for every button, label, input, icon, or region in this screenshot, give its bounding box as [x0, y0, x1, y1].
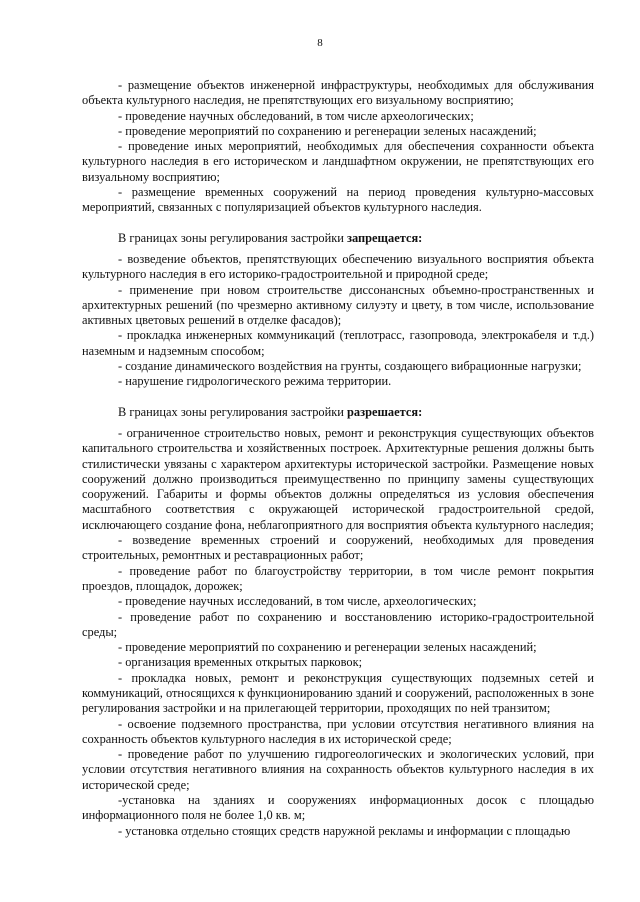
- list-item: - размещение временных сооружений на период проведения культурно-массовых мероприятий, связанных с популяризацией объектов культурного наследия.: [82, 185, 594, 215]
- list-item: - нарушение гидрологического режима территории.: [118, 374, 392, 389]
- list-item: - проведение работ по сохранению и восстановлению историко-градостроительной среды;: [82, 609, 594, 639]
- list-item: - проведение работ по благоустройству территории, в том числе ремонт покрытия проездов, площадок, дорожек;: [82, 563, 594, 593]
- heading-text: В границах зоны регулирования застройки: [118, 404, 348, 419]
- list-item: - прокладка новых, ремонт и реконструкция существующих подземных сетей и коммуникаций, относящихся к функционированию зданий и сооружений, расположенных в зоне регулирования застройки и на прилегающей территории, проходящих по ней транзитом;: [82, 670, 594, 716]
- list-item: - прокладка инженерных коммуникаций (теплотрасс, газопровода, электрокабеля и т.д.) наземным и надземным способом;: [82, 328, 594, 358]
- list-item: - ограниченное строительство новых, ремонт и реконструкция существующих объектов капитального строительства и хозяйственных построек. Архитектурные решения должны быть стилистически увязаны с характером архитектуры исторической застройки. Размещение новых сооружений должно производиться преимущественно по принципу замены существующих сооружений. Габариты и формы объектов должны определяться из условия обеспечения масштабного соответствия с окружающей исторической градостроительной средой, исключающего создание фона, неблагоприятного для восприятия объекта культурного наследия;: [82, 425, 594, 532]
- prohibited-heading: [82, 231, 594, 246]
- section-prohibited-items: [82, 252, 594, 390]
- section-allowed-items: [82, 426, 594, 839]
- list-item: - проведение научных исследований, в том числе, археологических;: [118, 594, 477, 609]
- heading-text: В границах зоны регулирования застройки: [118, 230, 348, 245]
- list-item: - создание динамического воздействия на грунты, создающего вибрационные нагрузки;: [118, 359, 582, 374]
- list-item: - размещение объектов инженерной инфраструктуры, необходимых для обслуживания объекта культурного наследия, не препятствующих его визуальному восприятию;: [82, 78, 594, 108]
- document-body: [82, 78, 594, 839]
- page-number: 8: [317, 37, 323, 49]
- heading-emphasis: запрещается:: [347, 230, 423, 245]
- list-item: -установка на зданиях и сооружениях информационных досок с площадью информационного поля не более 1,0 кв. м;: [82, 793, 594, 823]
- list-item: - установка отдельно стоящих средств наружной рекламы и информации с площадью: [118, 823, 571, 838]
- list-item: - возведение объектов, препятствующих обеспечению визуального восприятия объекта культурного наследия в его историко-градостроительной и природной среде;: [82, 251, 594, 282]
- list-item: - проведение иных мероприятий, необходимых для обеспечения сохранности объекта культурного наследия в его историческом и ландшафтном окружении, не препятствующих его визуальному восприятию;: [82, 139, 594, 184]
- list-item: - организация временных открытых парковок;: [118, 655, 363, 670]
- heading-emphasis: разрешается:: [347, 404, 423, 419]
- list-item: - проведение работ по улучшению гидрогеологических и экологических условий, при условии отсутствия негативного влияния на сохранность объектов культурного наследия в их исторической среде;: [82, 747, 594, 792]
- list-item: - возведение временных строений и сооружений, необходимых для проведения строительных, ремонтных и реставрационных работ;: [82, 533, 594, 563]
- list-item: - применение при новом строительстве диссонансных объемно-пространственных и архитектурных решений (по чрезмерно активному силуэту и цвету, в том числе, использование активных цветовых решений в отделке фасадов);: [82, 282, 594, 328]
- list-item: - проведение мероприятий по сохранению и регенерации зеленых насаждений;: [118, 123, 537, 138]
- list-item: - освоение подземного пространства, при условии отсутствия негативного влияния на сохранность объектов культурного наследия в их исторической среде;: [82, 716, 594, 746]
- section-general-items: [82, 78, 594, 216]
- allowed-heading: [82, 405, 594, 420]
- list-item: - проведение мероприятий по сохранению и регенерации зеленых насаждений;: [118, 640, 537, 655]
- list-item: - проведение научных обследований, в том числе археологических;: [118, 108, 474, 123]
